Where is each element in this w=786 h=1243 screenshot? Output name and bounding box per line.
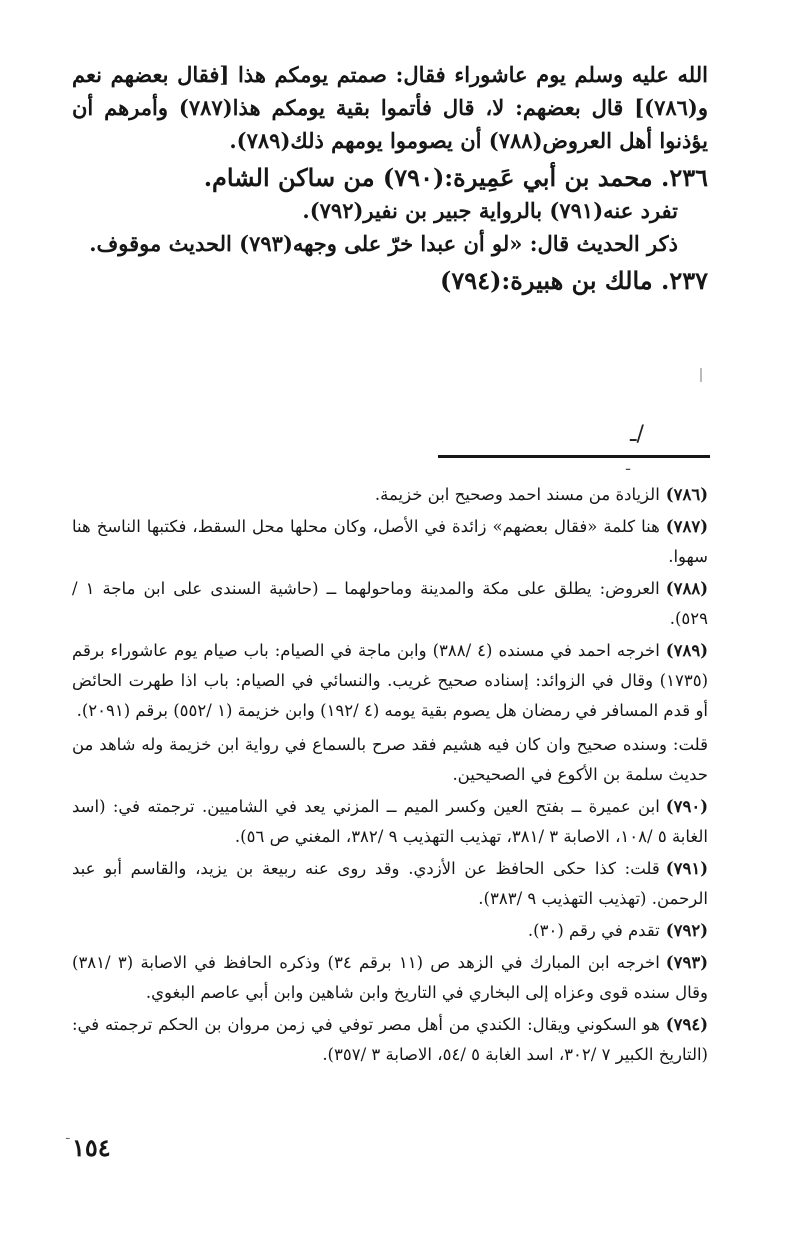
- footnote-790: [72, 792, 708, 852]
- footnote-number: (٧٩٣): [665, 953, 709, 972]
- footnote-number: (٧٨٨): [665, 579, 708, 598]
- footnote-number: (٧٩١): [665, 859, 708, 878]
- entry-236-heading: ٢٣٦. محمد بن أبي عَمِيرة:(٧٩٠) من ساكن الشام.: [203, 163, 708, 192]
- footnote-number: (٧٩٠): [665, 797, 708, 816]
- footnote-text: العروض: يطلق على مكة والمدينة وماحولهما ــ (حاشية السندى على ابن ماجة ١ /٥٢٩).: [72, 579, 708, 628]
- footnote-788: [72, 574, 708, 634]
- separator-small-mark: ـ: [626, 458, 631, 474]
- footnote-number: (٧٩٤): [665, 1015, 708, 1034]
- stray-mark: [700, 368, 702, 382]
- footnotes: [72, 480, 708, 1072]
- page-number: ١٥٤: [72, 1133, 111, 1162]
- footnote-number: (٧٩٢): [665, 921, 708, 940]
- main-paragraph: الله عليه وسلم يوم عاشوراء فقال: صمتم يومكم هذا [فقال بعضهم نعم و(٧٨٦)] قال بعضهم: لا، قال فأتموا بقية يومكم هذا(٧٨٧) وأمرهم أن يؤذنوا أهل العروض(٧٨٨) أن يصوموا يومهم ذلك(٧٨٩).: [72, 62, 708, 153]
- entry-236-line: تفرد عنه(٧٩١) بالرواية جبير بن نفير(٧٩٢).: [302, 198, 678, 223]
- footnote-789: [72, 636, 708, 726]
- footnote-786: [72, 480, 708, 510]
- footnote-text: تقدم في رقم (٣٠).: [527, 921, 660, 940]
- footnote-789-continuation: قلت: وسنده صحيح وان كان فيه هشيم فقد صرح بالسماع في رواية ابن خزيمة وله شاهد من حديث سلمة بن الأكوع في الصحيحين.: [72, 735, 708, 784]
- page-number-mark: ـ: [66, 1128, 70, 1142]
- footnote-text: هنا كلمة «فقال بعضهم» زائدة في الأصل، وكان محلها محل السقط، فكتبها الناسخ هنا سهوا.: [72, 517, 708, 566]
- footnote-text: اخرجه احمد في مسنده (٤ /٣٨٨) وابن ماجة في الصيام: باب صيام يوم عاشوراء برقم (١٧٣٥) وقال في الزوائد: إسناده صحيح غريب. والنسائي في الصيام: باب اذا طهرت الحائض أو قدم المسافر في رمضان هل يصوم بقية يومه (٤ /١٩٢) وابن خزيمة (١ /٥٥٢) برقم (٢٠٩١).: [72, 641, 708, 720]
- footnote-number: (٧٨٦): [665, 485, 708, 504]
- separator-handwritten-mark: ـ/: [630, 422, 644, 447]
- footnote-text: قلت: كذا حكى الحافظ عن الأزدي. وقد روى عنه ربيعة بن يزيد، والقاسم أبو عبد الرحمن. (تهذيب التهذيب ٩ /٣٨٣).: [72, 859, 708, 908]
- main-text-block: [72, 58, 708, 297]
- footnote-787: [72, 512, 708, 572]
- footnote-text: الزيادة من مسند احمد وصحيح ابن خزيمة.: [374, 485, 660, 504]
- entry-237-heading: ٢٣٧. مالك بن هبيرة:(٧٩٤): [440, 266, 708, 295]
- footnote-794: [72, 1010, 708, 1070]
- footnote-text: اخرجه ابن المبارك في الزهد ص (١١ برقم ٣٤) وذكره الحافظ في الاصابة (٣ /٣٨١) وقال سنده قوى وعزاه إلى البخاري في التاريخ وابن شاهين وابن أبي عاصم البغوي.: [72, 953, 708, 1002]
- footnote-792: [72, 916, 708, 946]
- footnote-number: (٧٨٩): [665, 641, 708, 660]
- entry-236-hadith: ذكر الحديث قال: «لو أن عبدا خرّ على وجهه(٧٩٣) الحديث موقوف.: [89, 231, 678, 256]
- footnote-793: [72, 948, 708, 1008]
- footnote-separator: [438, 455, 710, 458]
- footnote-text: هو السكوني ويقال: الكندي من أهل مصر توفي في زمن مروان بن الحكم ترجمته في: (التاريخ الكبير ٧ /٣٠٢، اسد الغابة ٥ /٥٤، الاصابة ٣ /٣٥٧).: [72, 1015, 708, 1064]
- footnote-791: [72, 854, 708, 914]
- footnote-number: (٧٨٧): [665, 517, 708, 536]
- footnote-text: ابن عميرة ــ بفتح العين وكسر الميم ــ المزني يعد في الشاميين. ترجمته في: (اسد الغابة ٥ /١٠٨، الاصابة ٣ /٣٨١، تهذيب التهذيب ٩ /٣٨٢، المغني ص ٥٦).: [72, 797, 708, 846]
